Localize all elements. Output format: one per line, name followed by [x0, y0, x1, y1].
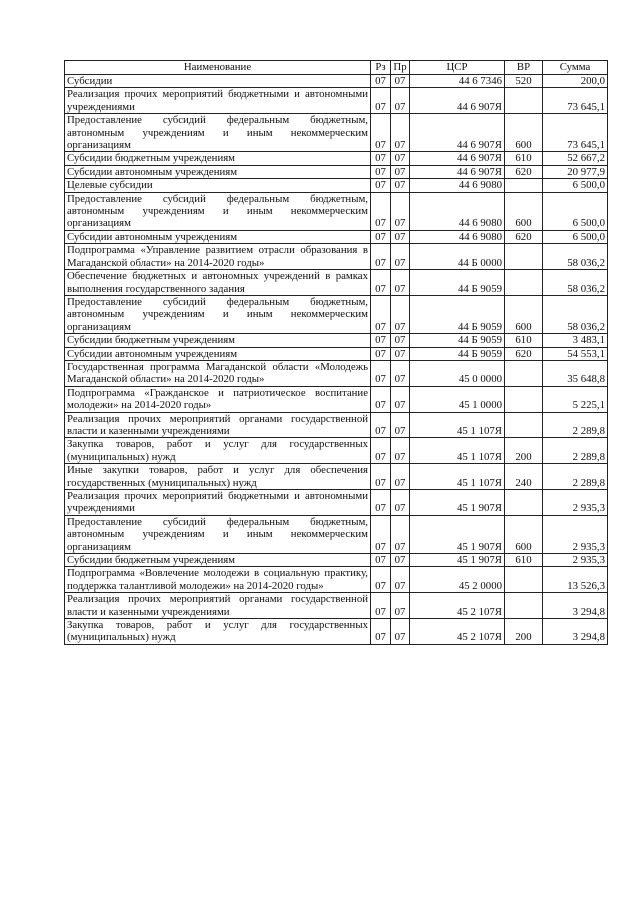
cell-vr — [505, 412, 543, 438]
cell-sum: 35 648,8 — [543, 360, 608, 386]
cell-vr: 600 — [505, 295, 543, 333]
cell-name: Субсидии — [65, 75, 371, 88]
cell-sum: 52 667,2 — [543, 152, 608, 165]
cell-sum: 200,0 — [543, 75, 608, 88]
cell-rz: 07 — [371, 619, 391, 645]
cell-vr: 240 — [505, 464, 543, 490]
cell-csr: 45 1 107Я — [410, 464, 505, 490]
header-sum: Сумма — [543, 61, 608, 75]
cell-csr: 44 Б 9059 — [410, 347, 505, 360]
cell-vr — [505, 593, 543, 619]
cell-csr: 45 1 107Я — [410, 438, 505, 464]
cell-csr: 45 1 907Я — [410, 554, 505, 567]
cell-sum: 3 294,8 — [543, 593, 608, 619]
cell-pr: 07 — [391, 244, 410, 270]
header-row — [65, 61, 608, 75]
cell-vr: 610 — [505, 554, 543, 567]
cell-csr: 45 1 907Я — [410, 490, 505, 516]
table-row — [65, 593, 608, 619]
cell-name: Предоставление субсидий федеральным бюджетным, автономным учреждениям и иным некоммерческим организациям — [65, 295, 371, 333]
cell-name: Реализация прочих мероприятий органами государственной власти и казенными учреждениями — [65, 412, 371, 438]
table-row — [65, 515, 608, 553]
table-row — [65, 152, 608, 165]
cell-rz: 07 — [371, 515, 391, 553]
cell-csr: 45 2 107Я — [410, 619, 505, 645]
cell-vr: 610 — [505, 152, 543, 165]
cell-vr: 200 — [505, 619, 543, 645]
cell-sum: 58 036,2 — [543, 244, 608, 270]
table-row — [65, 386, 608, 412]
cell-sum: 73 645,1 — [543, 114, 608, 152]
cell-vr — [505, 270, 543, 296]
cell-sum: 2 935,3 — [543, 515, 608, 553]
cell-pr: 07 — [391, 360, 410, 386]
cell-rz: 07 — [371, 554, 391, 567]
cell-pr: 07 — [391, 192, 410, 230]
table-row — [65, 438, 608, 464]
table-row — [65, 244, 608, 270]
cell-sum: 6 500,0 — [543, 179, 608, 192]
table-row — [65, 165, 608, 178]
cell-pr: 07 — [391, 334, 410, 347]
cell-name: Предоставление субсидий федеральным бюджетным, автономным учреждениям и иным некоммерческим организациям — [65, 192, 371, 230]
cell-vr — [505, 244, 543, 270]
header-pr: Пр — [391, 61, 410, 75]
cell-name: Закупка товаров, работ и услуг для государственных (муниципальных) нужд — [65, 619, 371, 645]
cell-rz: 07 — [371, 244, 391, 270]
cell-sum: 13 526,3 — [543, 567, 608, 593]
cell-csr: 45 2 0000 — [410, 567, 505, 593]
cell-name: Обеспечение бюджетных и автономных учреждений в рамках выполнения государственного задания — [65, 270, 371, 296]
cell-rz: 07 — [371, 295, 391, 333]
cell-pr: 07 — [391, 165, 410, 178]
cell-rz: 07 — [371, 386, 391, 412]
budget-table — [64, 60, 608, 645]
cell-name: Реализация прочих мероприятий бюджетными и автономными учреждениями — [65, 88, 371, 114]
cell-csr: 44 6 9080 — [410, 192, 505, 230]
table-row — [65, 179, 608, 192]
table-header — [65, 61, 608, 75]
cell-sum: 5 225,1 — [543, 386, 608, 412]
cell-name: Субсидии автономным учреждениям — [65, 347, 371, 360]
cell-sum: 6 500,0 — [543, 192, 608, 230]
cell-rz: 07 — [371, 347, 391, 360]
cell-rz: 07 — [371, 334, 391, 347]
cell-rz: 07 — [371, 270, 391, 296]
cell-csr: 44 Б 9059 — [410, 295, 505, 333]
cell-name: Реализация прочих мероприятий бюджетными и автономными учреждениями — [65, 490, 371, 516]
cell-sum: 3 294,8 — [543, 619, 608, 645]
table-row — [65, 490, 608, 516]
cell-sum: 6 500,0 — [543, 230, 608, 243]
table-row — [65, 334, 608, 347]
cell-vr: 620 — [505, 347, 543, 360]
cell-name: Субсидии автономным учреждениям — [65, 230, 371, 243]
cell-pr: 07 — [391, 490, 410, 516]
cell-vr — [505, 490, 543, 516]
cell-vr — [505, 360, 543, 386]
cell-pr: 07 — [391, 270, 410, 296]
table-row — [65, 619, 608, 645]
cell-rz: 07 — [371, 75, 391, 88]
cell-name: Подпрограмма «Управление развитием отрасли образования в Магаданской области» на 2014-2020 годы» — [65, 244, 371, 270]
cell-pr: 07 — [391, 567, 410, 593]
cell-vr: 610 — [505, 334, 543, 347]
cell-rz: 07 — [371, 152, 391, 165]
cell-pr: 07 — [391, 554, 410, 567]
cell-pr: 07 — [391, 438, 410, 464]
cell-csr: 44 6 9080 — [410, 179, 505, 192]
table-row — [65, 88, 608, 114]
cell-vr: 600 — [505, 114, 543, 152]
cell-rz: 07 — [371, 490, 391, 516]
cell-vr — [505, 567, 543, 593]
table-row — [65, 554, 608, 567]
cell-pr: 07 — [391, 619, 410, 645]
table-row — [65, 567, 608, 593]
cell-sum: 54 553,1 — [543, 347, 608, 360]
cell-csr: 45 1 0000 — [410, 386, 505, 412]
cell-name: Субсидии бюджетным учреждениям — [65, 554, 371, 567]
cell-rz: 07 — [371, 412, 391, 438]
cell-csr: 44 6 907Я — [410, 152, 505, 165]
cell-pr: 07 — [391, 295, 410, 333]
cell-rz: 07 — [371, 179, 391, 192]
cell-rz: 07 — [371, 114, 391, 152]
cell-vr: 600 — [505, 192, 543, 230]
table-row — [65, 347, 608, 360]
cell-rz: 07 — [371, 567, 391, 593]
cell-name: Государственная программа Магаданской области «Молодежь Магаданской области» на 2014-2020 годы» — [65, 360, 371, 386]
cell-rz: 07 — [371, 165, 391, 178]
cell-sum: 73 645,1 — [543, 88, 608, 114]
cell-sum: 20 977,9 — [543, 165, 608, 178]
cell-name: Субсидии автономным учреждениям — [65, 165, 371, 178]
table-row — [65, 412, 608, 438]
cell-csr: 44 6 907Я — [410, 165, 505, 178]
cell-pr: 07 — [391, 152, 410, 165]
cell-vr: 600 — [505, 515, 543, 553]
table-row — [65, 295, 608, 333]
cell-csr: 44 6 907Я — [410, 88, 505, 114]
table-row — [65, 230, 608, 243]
table-row — [65, 75, 608, 88]
cell-sum: 58 036,2 — [543, 295, 608, 333]
cell-rz: 07 — [371, 192, 391, 230]
cell-vr: 200 — [505, 438, 543, 464]
cell-csr: 44 Б 0000 — [410, 244, 505, 270]
cell-name: Субсидии бюджетным учреждениям — [65, 152, 371, 165]
cell-sum: 3 483,1 — [543, 334, 608, 347]
table-row — [65, 192, 608, 230]
cell-sum: 2 289,8 — [543, 438, 608, 464]
cell-pr: 07 — [391, 412, 410, 438]
cell-name: Иные закупки товаров, работ и услуг для обеспечения государственных (муниципальных) нужд — [65, 464, 371, 490]
cell-csr: 45 2 107Я — [410, 593, 505, 619]
table-row — [65, 464, 608, 490]
cell-vr: 620 — [505, 165, 543, 178]
cell-sum: 2 935,3 — [543, 554, 608, 567]
cell-pr: 07 — [391, 179, 410, 192]
cell-pr: 07 — [391, 88, 410, 114]
header-rz: Рз — [371, 61, 391, 75]
cell-vr: 520 — [505, 75, 543, 88]
header-vr: ВР — [505, 61, 543, 75]
cell-csr: 44 6 9080 — [410, 230, 505, 243]
cell-pr: 07 — [391, 593, 410, 619]
cell-sum: 2 935,3 — [543, 490, 608, 516]
cell-name: Подпрограмма «Вовлечение молодежи в социальную практику, поддержка талантливой молодежи» на 2014-2020 годы» — [65, 567, 371, 593]
cell-name: Предоставление субсидий федеральным бюджетным, автономным учреждениям и иным некоммерческим организациям — [65, 114, 371, 152]
cell-csr: 45 1 107Я — [410, 412, 505, 438]
cell-sum: 58 036,2 — [543, 270, 608, 296]
cell-pr: 07 — [391, 515, 410, 553]
cell-pr: 07 — [391, 347, 410, 360]
cell-rz: 07 — [371, 88, 391, 114]
header-name: Наименование — [65, 61, 371, 75]
cell-vr — [505, 179, 543, 192]
cell-csr: 44 6 7346 — [410, 75, 505, 88]
cell-csr: 45 1 907Я — [410, 515, 505, 553]
cell-pr: 07 — [391, 75, 410, 88]
cell-rz: 07 — [371, 230, 391, 243]
cell-rz: 07 — [371, 438, 391, 464]
cell-rz: 07 — [371, 360, 391, 386]
cell-vr: 620 — [505, 230, 543, 243]
cell-csr: 45 0 0000 — [410, 360, 505, 386]
cell-vr — [505, 88, 543, 114]
cell-csr: 44 Б 9059 — [410, 334, 505, 347]
cell-csr: 44 6 907Я — [410, 114, 505, 152]
table-body — [65, 75, 608, 645]
cell-sum: 2 289,8 — [543, 464, 608, 490]
cell-pr: 07 — [391, 114, 410, 152]
cell-name: Подпрограмма «Гражданское и патриотическое воспитание молодежи» на 2014-2020 годы» — [65, 386, 371, 412]
cell-pr: 07 — [391, 464, 410, 490]
cell-name: Целевые субсидии — [65, 179, 371, 192]
table-row — [65, 114, 608, 152]
cell-vr — [505, 386, 543, 412]
cell-name: Закупка товаров, работ и услуг для государственных (муниципальных) нужд — [65, 438, 371, 464]
cell-sum: 2 289,8 — [543, 412, 608, 438]
header-csr: ЦСР — [410, 61, 505, 75]
cell-rz: 07 — [371, 593, 391, 619]
cell-name: Реализация прочих мероприятий органами государственной власти и казенными учреждениями — [65, 593, 371, 619]
cell-rz: 07 — [371, 464, 391, 490]
cell-csr: 44 Б 9059 — [410, 270, 505, 296]
cell-pr: 07 — [391, 386, 410, 412]
cell-name: Предоставление субсидий федеральным бюджетным, автономным учреждениям и иным некоммерческим организациям — [65, 515, 371, 553]
table-row — [65, 270, 608, 296]
cell-name: Субсидии бюджетным учреждениям — [65, 334, 371, 347]
cell-pr: 07 — [391, 230, 410, 243]
table-row — [65, 360, 608, 386]
